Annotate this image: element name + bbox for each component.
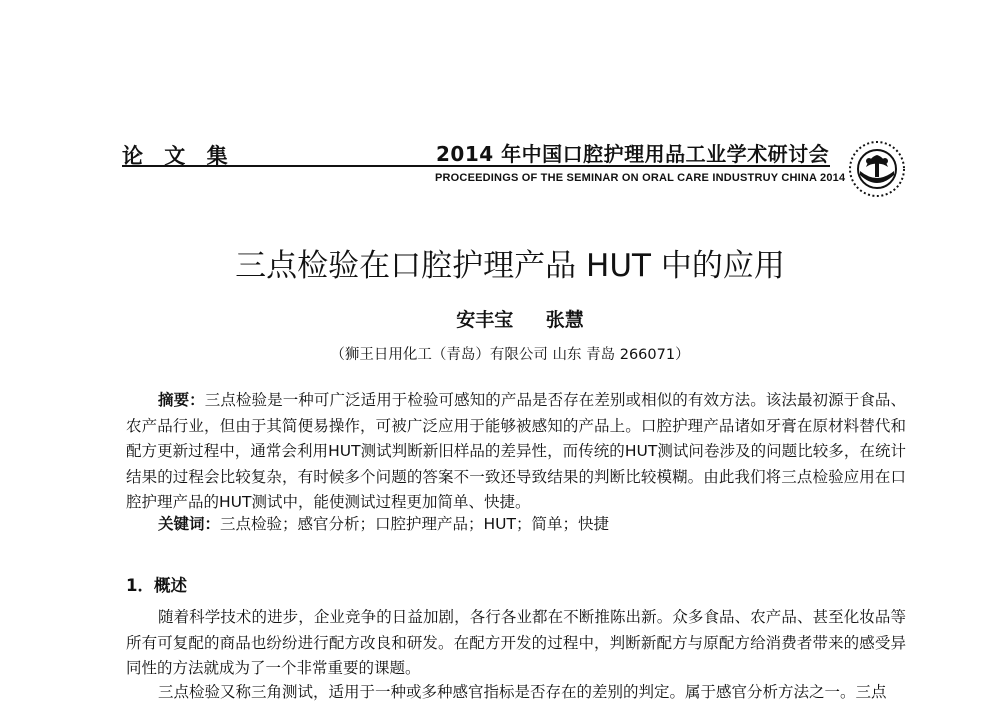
keywords-label: 关键词： [158,515,221,533]
paper-title: 三点检验在口腔护理产品 HUT 中的应用 [235,248,785,284]
header-divider [122,165,830,167]
keywords-line [158,512,609,534]
association-emblem-icon [842,133,912,203]
abstract-paragraph [126,388,906,516]
abstract-label: 摘要： [158,391,205,409]
abstract-text: 三点检验是一种可广泛适用于检验可感知的产品是否存在差别或相似的有效方法。该法最初源于食品、农产品行业，但由于其简便易操作，可被广泛应用于能够被感知的产品上。口腔护理产品诸如牙膏在原材料替代和配方更新过程中，通常会利用HUT测试判断新旧样品的差异性，而传统的HUT测试问卷涉及的问题比较多，在统计结果的过程会比较复杂，有时候多个问题的答案不一致还导致结果的判断比较模糊。由此我们将三点检验应用在口腔护理产品的HUT测试中，能使测试过程更加简单、快捷。 [126,391,906,511]
keywords-text: 三点检验；感官分析；口腔护理产品；HUT；简单；快捷 [220,515,609,533]
author-affiliation: （狮王日用化工（青岛）有限公司 山东 青岛 266071） [330,347,690,363]
conference-title: 2014 年中国口腔护理用品工业学术研讨会 [436,142,830,166]
body-paragraph-continued: 三点检验又称三角测试，适用于一种或多种感官指标是否存在的差别的判定。属于感官分析方法之一。三点 [158,683,887,701]
collection-label: 论 文 集 [122,144,235,168]
paper-authors: 安丰宝 张慧 [456,309,584,331]
section-heading-overview: 1．概述 [126,576,187,595]
body-paragraph: 随着科学技术的进步，企业竞争的日益加剧，各行各业都在不断推陈出新。众多食品、农产品、甚至化妆品等所有可复配的商品也纷纷进行配方改良和研发。在配方开发的过程中，判断新配方与原配方给消费者带来的感受异同性的方法就成为了一个非常重要的课题。 [126,608,906,677]
proceedings-subtitle: PROCEEDINGS OF THE SEMINAR ON ORAL CARE INDUSTRUY CHINA 2014 [435,172,846,184]
